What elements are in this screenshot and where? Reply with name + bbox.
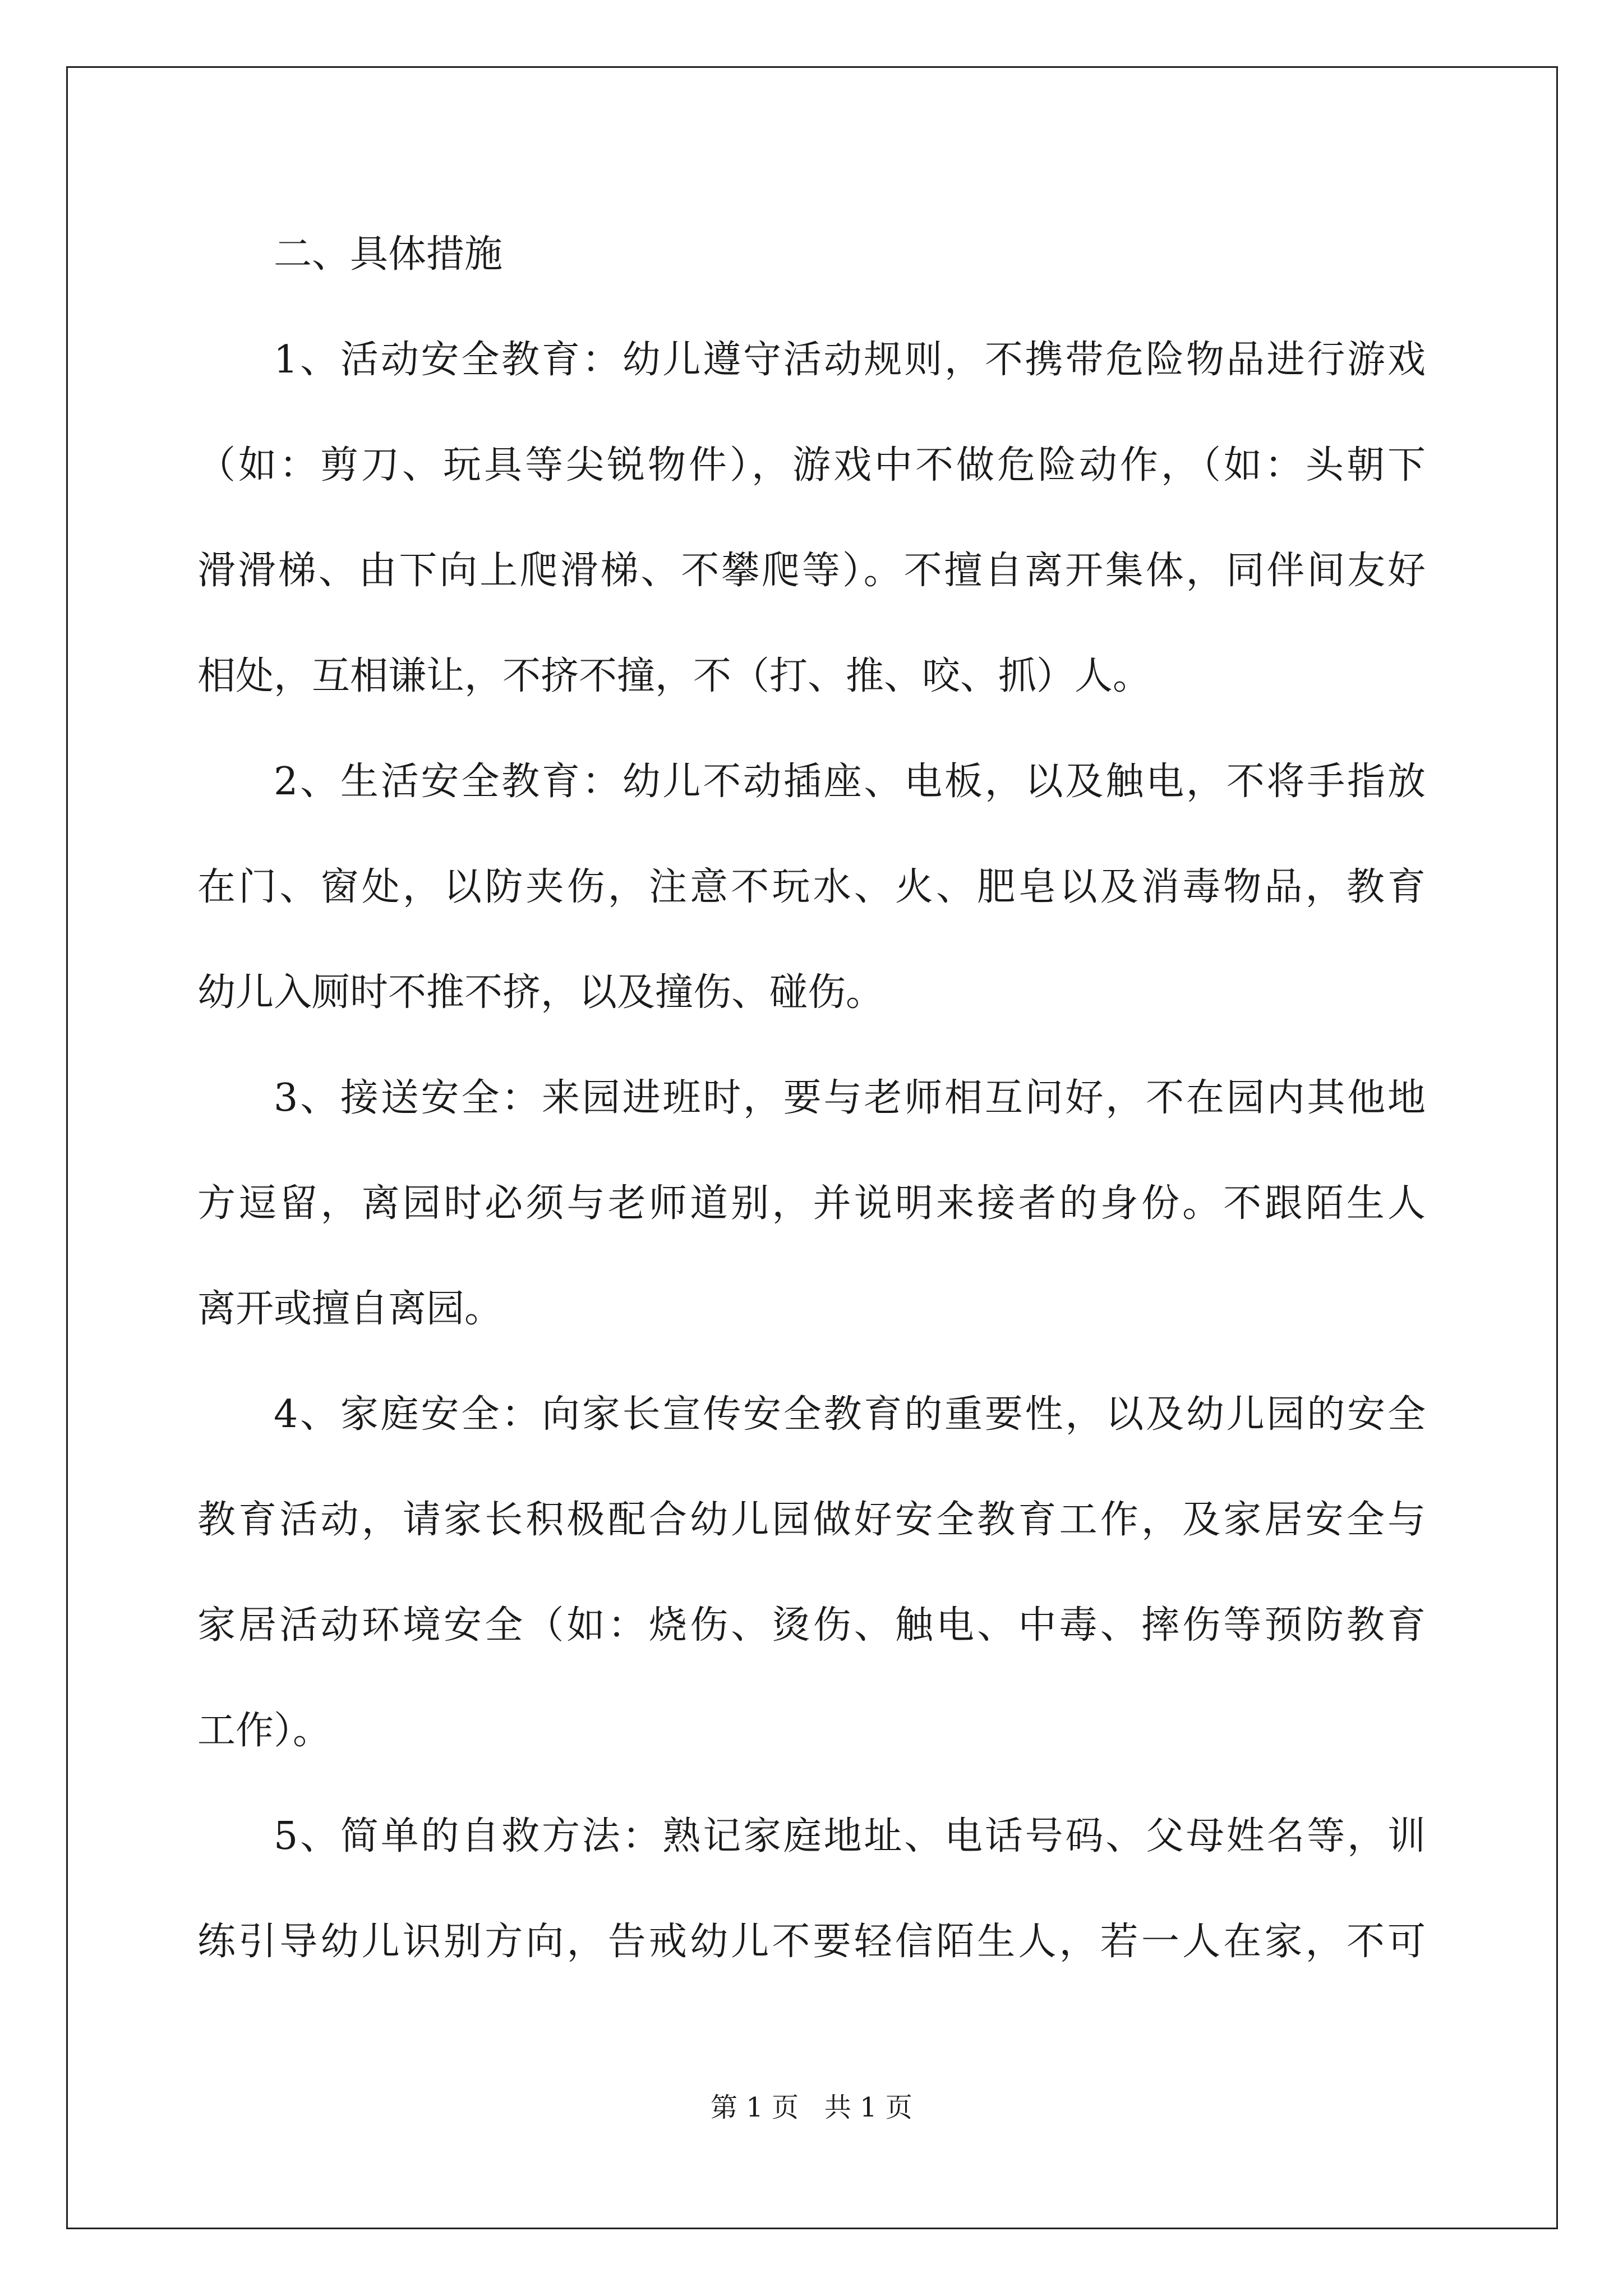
paragraph-line: 1、活动安全教育：幼儿遵守活动规则，不携带危险物品进行游戏 <box>274 338 1426 382</box>
paragraph-line: 2、生活安全教育：幼儿不动插座、电板，以及触电，不将手指放 <box>274 760 1426 804</box>
paragraph-line: 4、家庭安全：向家长宣传安全教育的重要性，以及幼儿园的安全 <box>274 1392 1426 1437</box>
paragraph-line: 练引导幼儿识别方向，告戒幼儿不要轻信陌生人，若一人在家，不可 <box>197 1920 1426 1964</box>
paragraph-line: 离开或擅自离园。 <box>197 1287 503 1331</box>
paragraph-line: 在门、窗处，以防夹伤，注意不玩水、火、肥皂以及消毒物品，教育 <box>197 865 1426 909</box>
paragraph-line: 3、接送安全：来园进班时，要与老师相互问好，不在园内其他地 <box>274 1076 1426 1120</box>
paragraph-line: 教育活动，请家长积极配合幼儿园做好安全教育工作，及家居安全与 <box>197 1498 1426 1542</box>
paragraph-pickup-safety <box>197 1046 1426 1362</box>
page-number-footer: 第 1 页 共 1 页 <box>711 2092 912 2123</box>
paragraph-line: 5、简单的自救方法：熟记家庭地址、电话号码、父母姓名等，训 <box>274 1814 1426 1858</box>
paragraph-line: 方逗留，离园时必须与老师道别，并说明来接者的身份。不跟陌生人 <box>197 1181 1426 1226</box>
section-heading: 二、具体措施 <box>274 232 503 277</box>
paragraph-life-safety <box>197 729 1426 1046</box>
paragraph-line: 工作）。 <box>197 1709 331 1753</box>
paragraph-line: 滑滑梯、由下向上爬滑梯、不攀爬等）。不擅自离开集体，同伴间友好 <box>197 549 1426 593</box>
paragraph-home-safety <box>197 1362 1426 1784</box>
paragraph-self-rescue <box>197 1784 1426 1995</box>
paragraph-line: （如：剪刀、玩具等尖锐物件），游戏中不做危险动作，（如：头朝下 <box>197 443 1426 487</box>
paragraph-activity-safety <box>197 307 1426 729</box>
paragraph-line: 相处，互相谦让，不挤不撞，不（打、推、咬、抓）人。 <box>197 654 1151 698</box>
paragraph-line: 家居活动环境安全（如：烧伤、烫伤、触电、中毒、摔伤等预防教育 <box>197 1603 1426 1648</box>
paragraph-line: 幼儿入厕时不推不挤，以及撞伤、碰伤。 <box>197 970 884 1015</box>
document-body <box>197 202 1426 1995</box>
